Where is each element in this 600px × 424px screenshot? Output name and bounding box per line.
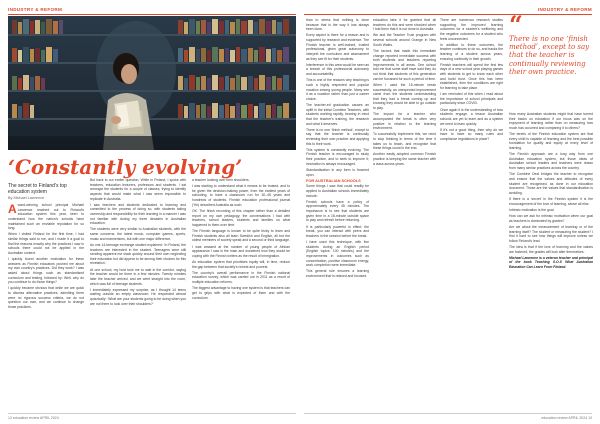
text-column-2 [90,178,186,407]
text-column-7 [509,112,593,407]
text-column-1 [8,203,84,407]
paragraph: It is particularly powerful in effect: the break, you can interact with peers and teachers in the session before the break. [306,224,369,238]
paragraph: I immediately expressed my surprise, as I thought 14 teens waiting outside an empty classroom. He responded almost quizzically: ‘What are your students going to be doing when you are not there to look over their shoulders?’ [90,287,186,306]
section-subhead: FOR AUSTRALIAN SCHOOLS [306,177,361,183]
library-photo [8,16,296,150]
paragraph: This is one of the reasons why teaching is such a highly respected and popular vocation among young people. Many see it as a vocation rather than just a career choice. [306,78,369,101]
paragraph: When I used the 15-minute break successfully, an unexpected improvement came from the students understanding that they had a break coming up and knowing they would be able to go outside to play. [373,82,436,111]
paragraph: Interference in this area would be seen as a breach of this professional autonomy and accountability. [306,62,369,77]
paragraph: I was starting to understand what it means to be trusted, and to be given the decision-making power, from the earliest years of schooling, to have a classroom run for 30–45 years and hundreds of students. Finnish education professional journal (Yle) described Australia as such. [192,184,290,207]
paragraph: There are numerous research studies supporting the improved learning outcomes for a student’s wellbeing and the negative outcomes for a student who feels unconnected. [440,18,503,41]
paragraph: How can we ask for intrinsic motivation when our goal as teachers is dominated by grades? [509,214,593,223]
section-label: INDUSTRY & REFORM [8,7,63,12]
paragraph: education take it for granted that all teachers do this and were shocked when I told them that it is not done in Australia. [373,18,436,32]
paragraph: ward-winning school principal Michael Lawrence reached out to Finland’s education system this year, keen to understand how the nation’s schools have maintained such an enviable reputation for so long. [8,203,84,231]
paragraph: The students were very similar to Australian students, with the same concerns: the latest music, computer games, sports, music and mannerisms, but with one major difference. [90,227,186,241]
paragraph: The factors that made this immediate change reported immediate success with both students and teachers reporting improvements in all areas. One school told me that some staff have said they do not think that students of this generation can be focussed for such a period of time. [373,48,436,81]
paragraph: The teacher-ed graduation causes an uplift in the initial Combine Teachers, with students working rapidly, bearing in mind that the teacher’s training, the research and what it deserves. [306,103,369,126]
paragraph: There is no one ‘finish method’, except to say that the teacher is continually reviewing their own practice and applying this to their work. [306,127,369,146]
paragraph: OK. The finish recording of this chapter rather than a detailed report on my own pedagogy; the conversations I had with teachers, school leaders, students and families on what happened to them over time. [192,208,290,227]
paragraph: Are we about the measurement of learning or of the learning itself? The student or measuring the student? I find it hard to see how things will improve unless we follow Finland’s lead. [509,224,593,243]
right-page [300,0,600,424]
paragraph: The Combine Deal bridges the teacher to recognise and ensure that the values and attitudes of every student are recognised, as done in our education document. Those are the values that standardisation is avoiding. [509,172,593,195]
paragraph: I quickly found another motivation for these answers as Finnish educators pushed me about my own country’s practices. Did they work? I was asked about things such as standardised curriculum and testing, followed by: Well, why do you continue to do those things? [8,257,84,285]
page-footer-left: 12 education review APRIL 2024 [8,416,59,420]
paragraph: The Finnish approach are a long way from one Australian education system, but those ideas of Australian school leaders and teachers were drawn from many similar practices across the country. [509,152,593,171]
paragraph: The impact for a teacher who accompanied the break is often very positive in relation to the learning environment. [373,112,436,131]
paragraph: Another easily adopted common Finnish practice is keeping the same teacher with a class across years. [373,152,436,166]
article-headline: ‘Constantly evolving’ [8,155,243,179]
footer-rule [8,413,296,414]
page-footer-right: education review APRIL 2024 13 [541,416,592,420]
paragraph: The country’s overall performance in the Finnish national education survey, which was carried out in 2011 as a result of multiple education reforms. [192,270,290,285]
footer-rule [304,413,592,414]
paragraph: I have used this technique, with five students during an English period (English topics: 100 minutes) and the improvements in outcomes such as concentration, positive classroom energy, work completion were immediate. [306,240,369,268]
paragraph: If it’s not a good thing, then why do we have to have so many rules and compliance regulations in place? [440,127,503,141]
paragraph: How many Australian students might that have turned their backs on education if our focus was on the enjoyment of learning rather than on measuring how much has occurred and comparing it to others? [509,112,593,130]
article-byline: By Michael Lawrence [8,196,45,200]
text-column-6 [440,18,503,407]
text-column-3 [192,178,290,407]
paragraph: I saw teachers and students dedicated to learning and committed to the process of doing so, with students taking ownership and responsibility for their learning in a manner I was not familiar with during my three decades in Australian education. [90,202,186,226]
paragraph: The idea is that if the love of learning and the values are fostered, the grades will look after themselves. [509,245,593,254]
text-column-4 [306,18,369,407]
paragraph: In addition to these outcomes, the teacher continues to do so, and tracks the learning of a student across years, ensuring continuity in their growth. [440,42,503,61]
drop-cap: A [8,203,17,216]
paragraph: Once again it is the understanding of how students engage, a lesson Australian schools are yet to learn and as a system we need to learn quickly. [440,107,503,126]
paragraph: To successfully implement this, we need to stop thinking in terms of the time it takes us to teach, and recognise that these things count in the end. [373,132,436,151]
paragraph: a teacher looking over their shoulders. [192,178,250,182]
paragraph: We and the Teacher Trust program with several schools around Orange in New South Wales. [373,33,436,47]
library-photo-illustration [8,16,296,150]
paragraph: The Finnish language is known to be quite tricky to learn and Finnish students also all learn Swedish and English, all but the oldest members of society speak and a second or third language. [192,229,290,243]
paragraph: Every aspect is there for a reason and is supported by research and evidence. The Finnish teacher is well-trained, trusted professional, given great autonomy to interpret the curriculum and assessment as they see fit for their students. [306,33,369,61]
paragraph: An education system that prioritises equity will, in time, reduce the gap between that society’s richest and poorest. [192,259,290,269]
paragraph: When I visited Finland for the first time, I had similar things said to me, and I made it a goal to find the reasons exactly why the practices I saw in schools there could not be applied in the Australian context. [8,232,84,255]
paragraph: Intrinsic motivation is the goal. [509,207,555,212]
section-label: INDUSTRY & REFORM [537,7,592,12]
author-bio: Michael Lawrence is a veteran teacher and principal of the book Teaching S.O.S What Australian Education Can Learn From Finland. [509,255,593,270]
paragraph: Finnish teachers will spend the first few days of a new school year playing games with students to get to know each other and build trust. Once this has been established, then the conditions are right for learning to take place. [440,62,503,90]
paragraph: Finnish schools have a policy of approximately every 45 minutes. The importance is to see that students are given time in a 15-minute outside space to play and refresh before returning. [306,199,369,223]
article-standfirst: The secret to Finland’s top education system [8,183,67,195]
paragraph: I am reminded of this when I read about the importance of school principals and particularly since COVID. [440,92,503,106]
paragraph: This general rule ensures a learning environment that is relaxed and focused. [306,269,369,278]
paragraph: The biggest advantage to having one system is that teachers can get to grips with what is expected of them and with the curriculum. [192,286,290,300]
quote-mark-icon: “ [509,10,523,39]
text-column-5 [373,18,436,407]
paragraph: The tenets of the Finnish education system are that every child is capable of learning and the best possible foundation for quality and equity at every level of learning. [509,132,593,150]
paragraph: As one 14-teenage exchange student explained: ‘In Finland, the teachers are interested in the student. Teenagers were still sending apparent me slack quickly around their own neglecting their education but did appear to be among their choices for this revelation.’ [90,242,186,266]
paragraph: This system is constantly evolving. The Finnish teacher is encouraged to study their practice, and to seek to improve it; innovation is always encouraged. [306,147,369,166]
paragraph: At one school, my host took me to wait in the corridor, saying the teacher would be there in a few minutes. Twenty minutes later the teacher arrived, and we went straight into the room, which was full of teenage students. [90,267,186,286]
paragraph: than to stress that nothing is done because that is the way it has always been done. [306,18,369,32]
paragraph: I was amazed at the number of young people of African appearance I saw in the main and wondered how they would be coping with the Finnish writers as the result of immigration. [192,244,290,258]
pull-quote [509,10,593,76]
paragraph: But back to our earlier question. While in Finland, I spoke with teachers, education lecturers, professors and students. I sat amongst the students for a couple of classes, trying to identify aspects that would make what I saw seem impossible to replicate in Australia. [90,178,186,201]
paragraph: I quickly became obvious that while we are quick to dismiss alternative practices, admitting there were no rigorous success criteria, we do not question our own, and we continue to change those practices. [8,286,84,309]
paragraph: If there is a ‘secret’ in the Finnish system it is the encouragement of the love of learning, above all else. [509,197,593,206]
paragraph: Some things I saw that could readily be applied to Australian schools immediately include: [306,184,369,198]
paragraph: Standardisation in any form is frowned upon. [306,167,369,177]
pull-quote-text: There is no one ‘finish method’, except to say that the teacher is continually reviewing their own practice. [509,35,590,76]
header-rule [8,14,296,15]
